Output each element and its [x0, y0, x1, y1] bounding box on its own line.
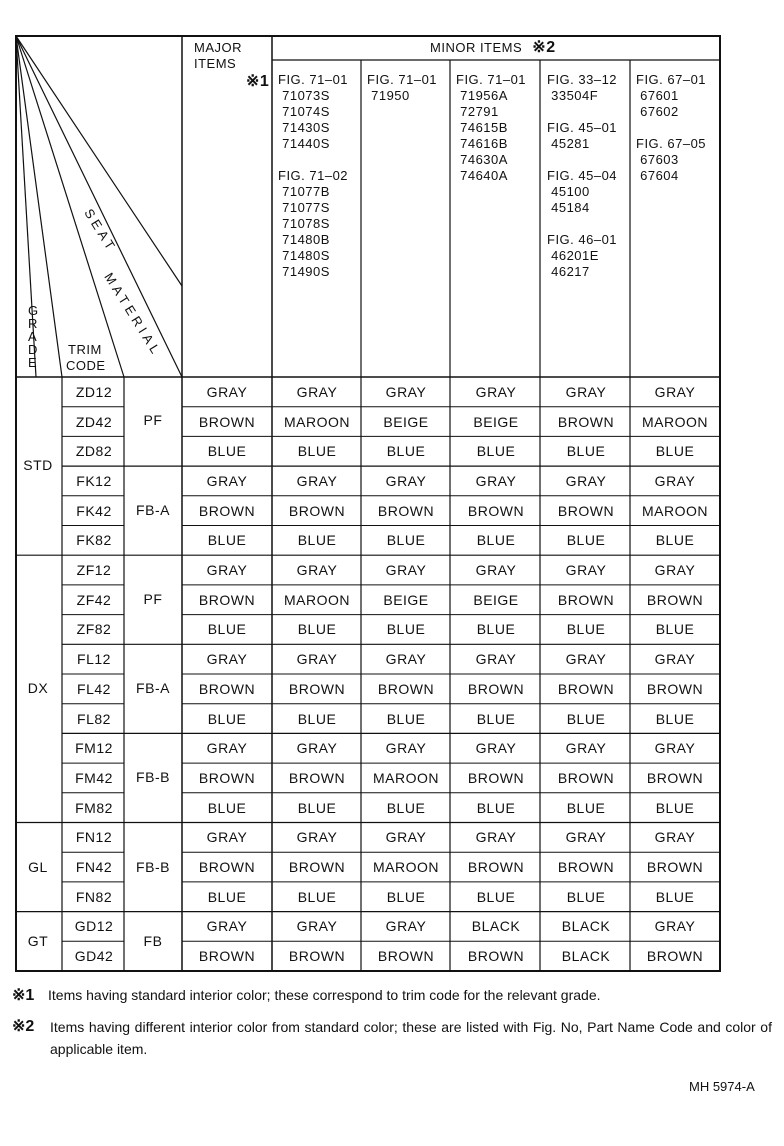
major-color-cell: GRAY	[206, 829, 248, 846]
minor-color-cell: BLUE	[297, 532, 337, 549]
minor-col-4-parts: FIG. 33–12 33504F FIG. 45–01 45281 FIG. 45–04 45100 45184 FIG. 46–01 46201E 46217	[547, 72, 618, 279]
material-cell: FB-B	[136, 859, 170, 875]
minor-color-cell: BLUE	[476, 621, 516, 638]
header-diagonal	[16, 36, 182, 377]
major-color-cell: BLUE	[207, 532, 247, 549]
major-color-cell: BROWN	[198, 502, 256, 519]
minor-color-cell: MAROON	[373, 859, 439, 876]
note-1-mark: ※1	[12, 987, 35, 1004]
major-color-cell: BROWN	[198, 680, 256, 697]
minor-color-cell: BLUE	[386, 532, 426, 549]
major-color-cell: BROWN	[198, 859, 256, 876]
trim-code-cell: ZD12	[75, 383, 113, 400]
minor-color-cell: BLACK	[471, 918, 521, 935]
note-1	[12, 984, 772, 1007]
major-color-cell: BROWN	[198, 769, 256, 786]
minor-color-cell: BEIGE	[383, 591, 429, 608]
minor-color-cell: BROWN	[288, 859, 346, 876]
minor-color-cell: GRAY	[654, 918, 696, 935]
trim-code-cell: FK42	[76, 502, 112, 519]
minor-color-cell: GRAY	[654, 651, 696, 668]
minor-color-cell: GRAY	[296, 562, 338, 579]
trim-code-cell: ZF42	[76, 591, 112, 608]
minor-color-cell: BROWN	[377, 502, 435, 519]
major-color-cell: BLUE	[207, 799, 247, 816]
grade-gl: GL	[28, 859, 48, 875]
minor-color-cell: BLUE	[297, 443, 337, 460]
minor-color-cell: GRAY	[565, 829, 607, 846]
minor-color-cell: BLUE	[297, 710, 337, 727]
minor-color-cell: GRAY	[475, 740, 517, 757]
trim-code-cell: FK82	[76, 532, 112, 549]
material-cell: FB	[143, 933, 163, 949]
minor-color-cell: GRAY	[385, 383, 427, 400]
material-cell: FB-B	[136, 769, 170, 785]
minor-color-cell: MAROON	[642, 413, 708, 430]
major-items-mark: ※1	[246, 73, 270, 90]
minor-color-cell: GRAY	[385, 651, 427, 668]
minor-color-cell: BLUE	[655, 443, 695, 460]
trim-code-cell: ZF82	[76, 621, 112, 638]
grade-label: GRADE	[28, 303, 39, 370]
trim-code-cell: ZD82	[75, 443, 113, 460]
minor-color-cell: MAROON	[642, 502, 708, 519]
trim-code-cell: ZD42	[75, 413, 113, 430]
minor-color-cell: BLUE	[566, 621, 606, 638]
major-items-header	[194, 40, 274, 90]
minor-color-cell: BLUE	[386, 443, 426, 460]
minor-color-cell: BLUE	[386, 621, 426, 638]
minor-color-cell: GRAY	[296, 829, 338, 846]
minor-color-cell: GRAY	[654, 562, 696, 579]
trim-code-cell: GD12	[74, 918, 114, 935]
trim-code-cell: FN42	[75, 859, 113, 876]
minor-color-cell: GRAY	[296, 472, 338, 489]
minor-col-5-parts: FIG. 67–01 67601 67602 FIG. 67–05 67603 67604	[636, 72, 707, 183]
minor-color-cell: GRAY	[296, 651, 338, 668]
trim-code-cell: FL42	[77, 680, 111, 697]
minor-color-cell: GRAY	[296, 740, 338, 757]
minor-items-label: MINOR ITEMS	[430, 40, 523, 55]
minor-color-cell: BROWN	[557, 413, 615, 430]
minor-color-cell: BROWN	[646, 591, 704, 608]
major-color-cell: GRAY	[206, 562, 248, 579]
material-cell: PF	[143, 591, 163, 607]
minor-color-cell: GRAY	[565, 651, 607, 668]
major-items-label: MAJOR ITEMS	[194, 40, 242, 71]
major-color-cell: BLUE	[207, 888, 247, 905]
material-label: MATERIAL	[101, 270, 165, 360]
minor-color-cell: GRAY	[475, 383, 517, 400]
minor-color-cell: MAROON	[284, 591, 350, 608]
minor-color-cell: GRAY	[385, 740, 427, 757]
minor-items-header	[430, 40, 556, 56]
minor-color-cell: BROWN	[467, 948, 525, 965]
material-cell: PF	[143, 412, 163, 428]
minor-color-cell: GRAY	[565, 740, 607, 757]
minor-color-cell: BLUE	[476, 532, 516, 549]
note-1-text: Items having standard interior color; these correspond to trim code for the relevant grade.	[48, 987, 601, 1003]
minor-color-cell: BLACK	[561, 918, 611, 935]
minor-color-cell: MAROON	[284, 413, 350, 430]
trim-code-cell: FL82	[77, 710, 111, 727]
minor-color-cell: BEIGE	[473, 413, 519, 430]
grade-gt: GT	[27, 933, 49, 949]
trim-code-cell: FM42	[75, 769, 113, 786]
document-code: MH 5974-A	[689, 1079, 755, 1094]
minor-color-cell: GRAY	[475, 562, 517, 579]
minor-color-cell: GRAY	[565, 383, 607, 400]
material-cell: FB-A	[136, 680, 170, 696]
trim-code-cell: FM12	[75, 740, 113, 757]
header-diagonal	[16, 36, 182, 286]
minor-color-cell: BROWN	[646, 948, 704, 965]
minor-col-3-parts: FIG. 71–01 71956A 72791 74615B 74616B 74630A 74640A	[456, 72, 527, 183]
minor-color-cell: BROWN	[288, 502, 346, 519]
note-2-text: Items having different interior color from standard color; these are listed with Fig. No, Part Name Code and color of applicable item.	[50, 1019, 772, 1057]
minor-color-cell: BROWN	[557, 591, 615, 608]
trim-code-cell: FN82	[75, 888, 113, 905]
major-color-cell: BLUE	[207, 443, 247, 460]
minor-items-mark: ※2	[532, 39, 556, 56]
minor-color-cell: BLUE	[476, 888, 516, 905]
minor-color-cell: BROWN	[377, 948, 435, 965]
major-color-cell: GRAY	[206, 740, 248, 757]
major-color-cell: GRAY	[206, 383, 248, 400]
minor-color-cell: GRAY	[654, 829, 696, 846]
grade-dx: DX	[27, 680, 49, 696]
minor-color-cell: GRAY	[654, 383, 696, 400]
major-color-cell: BROWN	[198, 413, 256, 430]
minor-color-cell: BROWN	[467, 502, 525, 519]
minor-col-2-parts: FIG. 71–01 71950	[367, 72, 438, 103]
minor-color-cell: BLACK	[561, 948, 611, 965]
minor-color-cell: BLUE	[386, 799, 426, 816]
code-label: CODE	[66, 358, 106, 373]
minor-color-cell: GRAY	[565, 472, 607, 489]
minor-color-cell: GRAY	[385, 562, 427, 579]
minor-color-cell: GRAY	[565, 562, 607, 579]
minor-color-cell: GRAY	[654, 472, 696, 489]
minor-color-cell: BLUE	[655, 710, 695, 727]
major-color-cell: GRAY	[206, 918, 248, 935]
minor-color-cell: BLUE	[655, 621, 695, 638]
trim-label: TRIM	[68, 342, 102, 357]
note-2-mark: ※2	[12, 1018, 35, 1035]
minor-color-cell: BLUE	[476, 799, 516, 816]
minor-color-cell: GRAY	[385, 472, 427, 489]
trim-code-cell: FK12	[76, 472, 112, 489]
major-color-cell: BROWN	[198, 948, 256, 965]
major-color-cell: BROWN	[198, 591, 256, 608]
minor-color-cell: BROWN	[288, 680, 346, 697]
grade-std: STD	[23, 457, 53, 473]
minor-color-cell: BROWN	[557, 769, 615, 786]
minor-color-cell: BEIGE	[473, 591, 519, 608]
minor-color-cell: BLUE	[566, 443, 606, 460]
minor-color-cell: BLUE	[566, 799, 606, 816]
minor-color-cell: BROWN	[557, 680, 615, 697]
minor-color-cell: BLUE	[476, 710, 516, 727]
minor-color-cell: BROWN	[557, 502, 615, 519]
major-color-cell: GRAY	[206, 472, 248, 489]
minor-color-cell: BROWN	[288, 948, 346, 965]
minor-color-cell: BLUE	[566, 532, 606, 549]
trim-color-table	[16, 36, 720, 971]
trim-code-cell: FN12	[75, 829, 113, 846]
seat-label: SEAT	[81, 206, 120, 256]
major-color-cell: BLUE	[207, 621, 247, 638]
minor-color-cell: GRAY	[654, 740, 696, 757]
minor-color-cell: BLUE	[297, 621, 337, 638]
minor-color-cell: BLUE	[655, 888, 695, 905]
trim-code-cell: GD42	[74, 948, 114, 965]
note-2	[12, 1016, 772, 1060]
minor-color-cell: GRAY	[385, 918, 427, 935]
minor-color-cell: BLUE	[566, 710, 606, 727]
minor-color-cell: BROWN	[646, 680, 704, 697]
trim-code-cell: ZF12	[76, 562, 112, 579]
minor-color-cell: BLUE	[566, 888, 606, 905]
minor-color-cell: GRAY	[385, 829, 427, 846]
minor-color-cell: BROWN	[557, 859, 615, 876]
minor-color-cell: BLUE	[386, 888, 426, 905]
minor-color-cell: BROWN	[467, 680, 525, 697]
minor-color-cell: BROWN	[467, 859, 525, 876]
minor-color-cell: BROWN	[377, 680, 435, 697]
minor-color-cell: BLUE	[386, 710, 426, 727]
minor-col-1-parts: FIG. 71–01 71073S 71074S 71430S 71440S FIG. 71–02 71077B 71077S 71078S 71480B 71480S 71490S	[278, 72, 349, 279]
minor-color-cell: GRAY	[475, 472, 517, 489]
major-color-cell: BLUE	[207, 710, 247, 727]
minor-color-cell: GRAY	[296, 383, 338, 400]
minor-color-cell: BLUE	[297, 799, 337, 816]
trim-code-cell: FM82	[75, 799, 113, 816]
minor-color-cell: GRAY	[296, 918, 338, 935]
minor-color-cell: BROWN	[646, 859, 704, 876]
major-color-cell: GRAY	[206, 651, 248, 668]
trim-code-cell: FL12	[77, 651, 111, 668]
minor-color-cell: BROWN	[646, 769, 704, 786]
minor-color-cell: BLUE	[655, 532, 695, 549]
material-cell: FB-A	[136, 502, 170, 518]
minor-color-cell: BLUE	[297, 888, 337, 905]
minor-color-cell: BROWN	[288, 769, 346, 786]
minor-color-cell: MAROON	[373, 769, 439, 786]
minor-color-cell: GRAY	[475, 651, 517, 668]
minor-color-cell: GRAY	[475, 829, 517, 846]
minor-color-cell: BLUE	[655, 799, 695, 816]
minor-color-cell: BEIGE	[383, 413, 429, 430]
minor-color-cell: BROWN	[467, 769, 525, 786]
minor-color-cell: BLUE	[476, 443, 516, 460]
